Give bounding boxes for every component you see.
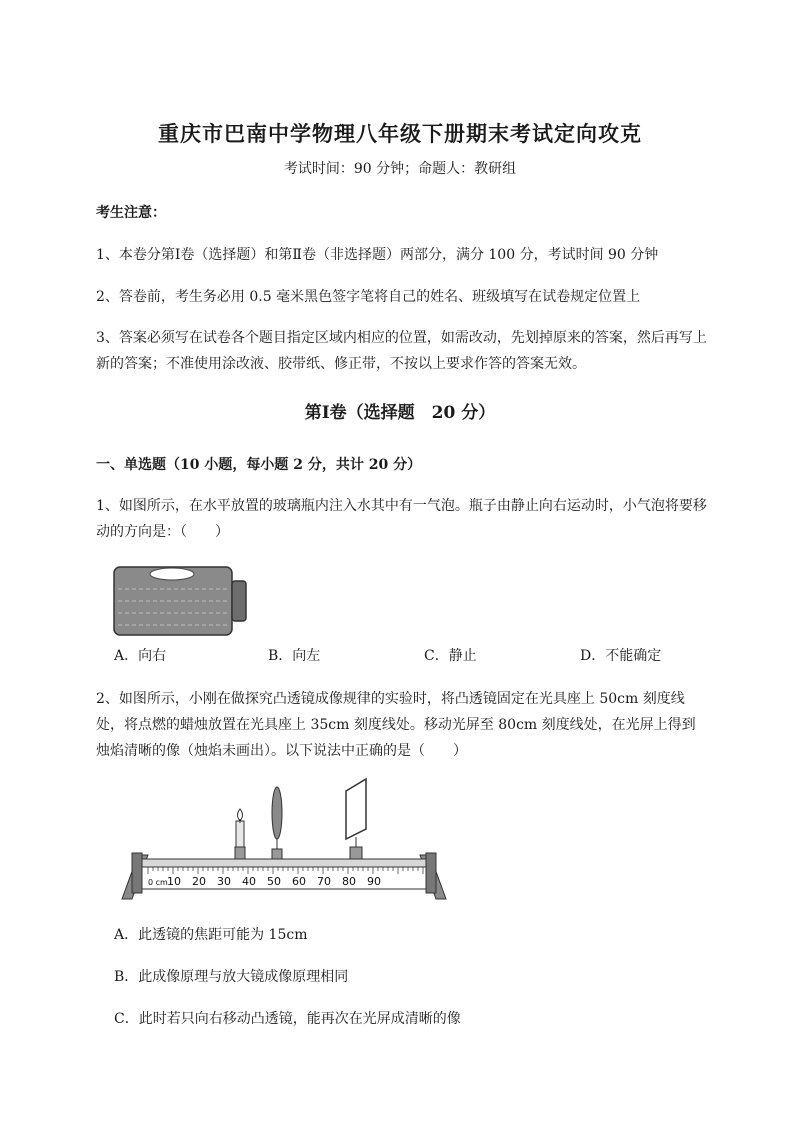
right-post bbox=[426, 853, 436, 893]
q1-option-d[interactable]: D．不能确定 bbox=[580, 648, 662, 664]
ruler-label: 40 bbox=[242, 875, 256, 888]
ruler-label: 30 bbox=[217, 875, 231, 888]
ruler-label: 60 bbox=[292, 875, 306, 888]
bottle-neck bbox=[232, 581, 246, 621]
ruler-scale bbox=[142, 867, 426, 889]
q1-option-a[interactable]: A．向右 bbox=[114, 648, 167, 664]
ruler-label: 10 bbox=[167, 875, 181, 888]
left-post bbox=[132, 853, 142, 893]
ruler-label: 50 bbox=[267, 875, 281, 888]
note-item-1: 1、本卷分第Ⅰ卷（选择题）和第Ⅱ卷（非选择题）两部分，满分 100 分，考试时间 90 分钟 bbox=[96, 247, 659, 263]
bench-rail bbox=[142, 859, 426, 867]
ruler-label: 70 bbox=[317, 875, 331, 888]
q1-option-c[interactable]: C．静止 bbox=[424, 648, 477, 664]
note-item-3: 3、答案必须写在试卷各个题目指定区域内相应的位置，如需改动，先划掉原来的答案，然后再写上新的答案；不准使用涂改液、胶带纸、修正带，不按以上要求作答的答案无效。 bbox=[96, 330, 707, 372]
notes-heading: 考生注意： bbox=[96, 205, 166, 221]
q2-option-a[interactable]: A．此透镜的焦距可能为 15cm bbox=[114, 927, 308, 943]
convex-lens bbox=[272, 787, 282, 859]
section-title: 第Ⅰ卷（选择题 20 分） bbox=[304, 403, 496, 423]
ruler-label: 20 bbox=[192, 875, 206, 888]
air-bubble bbox=[150, 568, 194, 580]
q1-option-b[interactable]: B．向左 bbox=[268, 648, 321, 664]
bottle-figure bbox=[112, 563, 252, 639]
note-item-2: 2、答卷前，考生务必用 0.5 毫米黑色签字笔将自己的姓名、班级填写在试卷规定位置上 bbox=[96, 289, 641, 305]
light-screen bbox=[346, 779, 366, 859]
question-2-stem: 2、如图所示，小刚在做探究凸透镜成像规律的实验时，将凸透镜固定在光具座上 50cm 刻度线处，将点燃的蜡烛放置在光具座上 35cm 刻度线处。移动光屏至 80cm 刻度线处，在光屏上得到烛焰清晰的像（烛焰未画出）。以下说法中正确的是（ ） bbox=[96, 691, 696, 759]
exam-info: 考试时间：90 分钟；命题人：教研组 bbox=[283, 161, 517, 177]
optical-bench-figure bbox=[120, 775, 450, 910]
q2-option-b[interactable]: B．此成像原理与放大镜成像原理相同 bbox=[114, 969, 349, 985]
question-1-stem: 1、如图所示，在水平放置的玻璃瓶内注入水其中有一气泡。瓶子由静止向右运动时，小气泡将要移动的方向是：（ ） bbox=[96, 498, 707, 540]
ruler-label: 80 bbox=[342, 875, 356, 888]
ruler-label: 90 bbox=[367, 875, 381, 888]
candle bbox=[235, 809, 245, 859]
q2-option-c[interactable]: C．此时若只向右移动凸透镜，能再次在光屏成清晰的像 bbox=[114, 1011, 461, 1027]
ruler-label: 0 cm bbox=[148, 878, 168, 887]
page-title: 重庆市巴南中学物理八年级下册期末考试定向攻克 bbox=[158, 121, 642, 146]
part-heading: 一、单选题（10 小题，每小题 2 分，共计 20 分） bbox=[96, 457, 422, 473]
